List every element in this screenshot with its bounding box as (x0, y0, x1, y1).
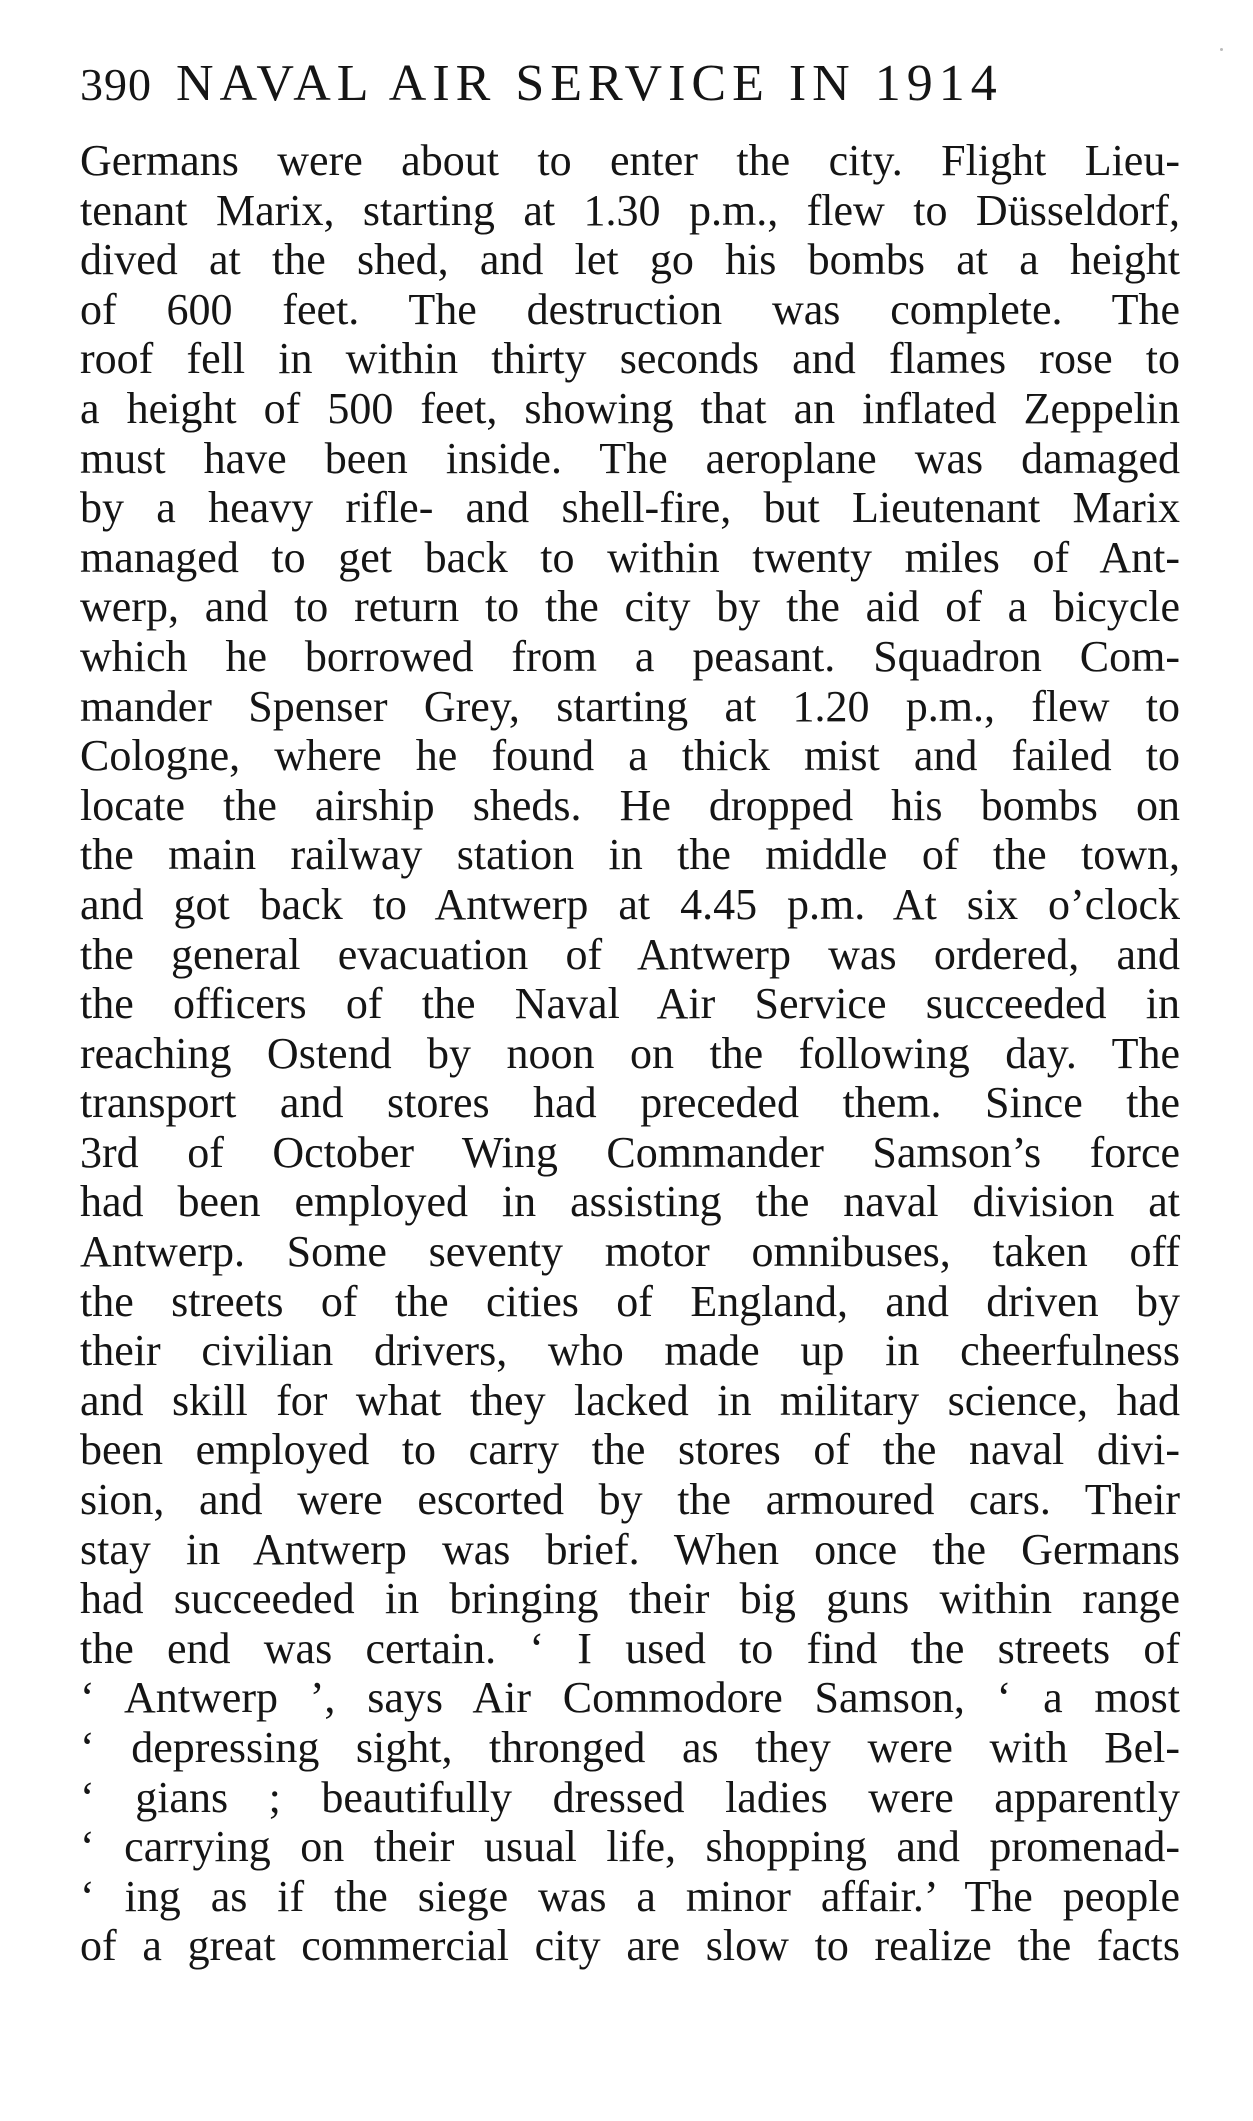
text-line: which he borrowed from a peasant. Squadron Com- (80, 631, 1180, 681)
text-line: and got back to Antwerp at 4.45 p.m. At six o’clock (80, 879, 1180, 929)
body-text (80, 136, 1180, 1971)
text-line: sion, and were escorted by the armoured cars. Their (80, 1475, 1180, 1525)
text-line: tenant Marix, starting at 1.30 p.m., flew to Düsseldorf, (80, 185, 1180, 235)
text-line: Germans were about to enter the city. Flight Lieu- (80, 136, 1180, 185)
text-line: Cologne, where he found a thick mist and failed to (80, 731, 1180, 781)
page-number: 390 (80, 59, 152, 110)
text-line: managed to get back to within twenty miles of Ant- (80, 532, 1180, 582)
text-line: dived at the shed, and let go his bombs at a height (80, 235, 1180, 285)
text-line: ‘ depressing sight, thronged as they were with Bel- (80, 1723, 1180, 1772)
text-line: their civilian drivers, who made up in cheerfulness (80, 1326, 1180, 1376)
text-line: had been employed in assisting the naval division at (80, 1177, 1180, 1227)
text-line: Antwerp. Some seventy motor omnibuses, taken off (80, 1227, 1180, 1277)
text-line: stay in Antwerp was brief. When once the Germans (80, 1524, 1180, 1574)
text-line: ‘ gians ; beautifully dressed ladies were apparently (80, 1772, 1180, 1822)
text-line: must have been inside. The aeroplane was damaged (80, 433, 1180, 483)
text-line: mander Spenser Grey, starting at 1.20 p.m., flew to (80, 681, 1180, 731)
text-line: by a heavy rifle- and shell-fire, but Lieutenant Marix (80, 483, 1180, 533)
text-line: the officers of the Naval Air Service succeeded in (80, 979, 1180, 1029)
text-line: the end was certain. ‘ I used to find the streets of (80, 1623, 1180, 1673)
text-line: ‘ Antwerp ’, says Air Commodore Samson, ‘ a most (80, 1673, 1180, 1723)
text-line: a height of 500 feet, showing that an inflated Zeppelin (80, 383, 1180, 433)
text-line: been employed to carry the stores of the naval divi- (80, 1425, 1180, 1475)
text-line: of 600 feet. The destruction was complete. The (80, 284, 1180, 334)
text-line: transport and stores had preceded them. Since the (80, 1078, 1180, 1128)
running-title: NAVAL AIR SERVICE IN 1914 (176, 55, 1003, 112)
margin-speck (1220, 48, 1223, 51)
text-line: the general evacuation of Antwerp was ordered, and (80, 929, 1180, 979)
text-line: the streets of the cities of England, and driven by (80, 1276, 1180, 1326)
text-line: of a great commercial city are slow to realize the facts (80, 1921, 1180, 1971)
text-line: the main railway station in the middle of the town, (80, 830, 1180, 880)
text-line: werp, and to return to the city by the aid of a bicycle (80, 582, 1180, 632)
text-line: had succeeded in bringing their big guns within range (80, 1574, 1180, 1624)
text-line: reaching Ostend by noon on the following day. The (80, 1028, 1180, 1078)
text-line: locate the airship sheds. He dropped his bombs on (80, 780, 1180, 830)
text-line: ‘ carrying on their usual life, shopping and promenad- (80, 1822, 1180, 1872)
text-line: and skill for what they lacked in military science, had (80, 1375, 1180, 1425)
text-line: ‘ ing as if the siege was a minor affair.’ The people (80, 1871, 1180, 1921)
text-line: roof fell in within thirty seconds and flames rose to (80, 334, 1180, 384)
running-head (80, 54, 1180, 124)
text-line: 3rd of October Wing Commander Samson’s force (80, 1127, 1180, 1177)
